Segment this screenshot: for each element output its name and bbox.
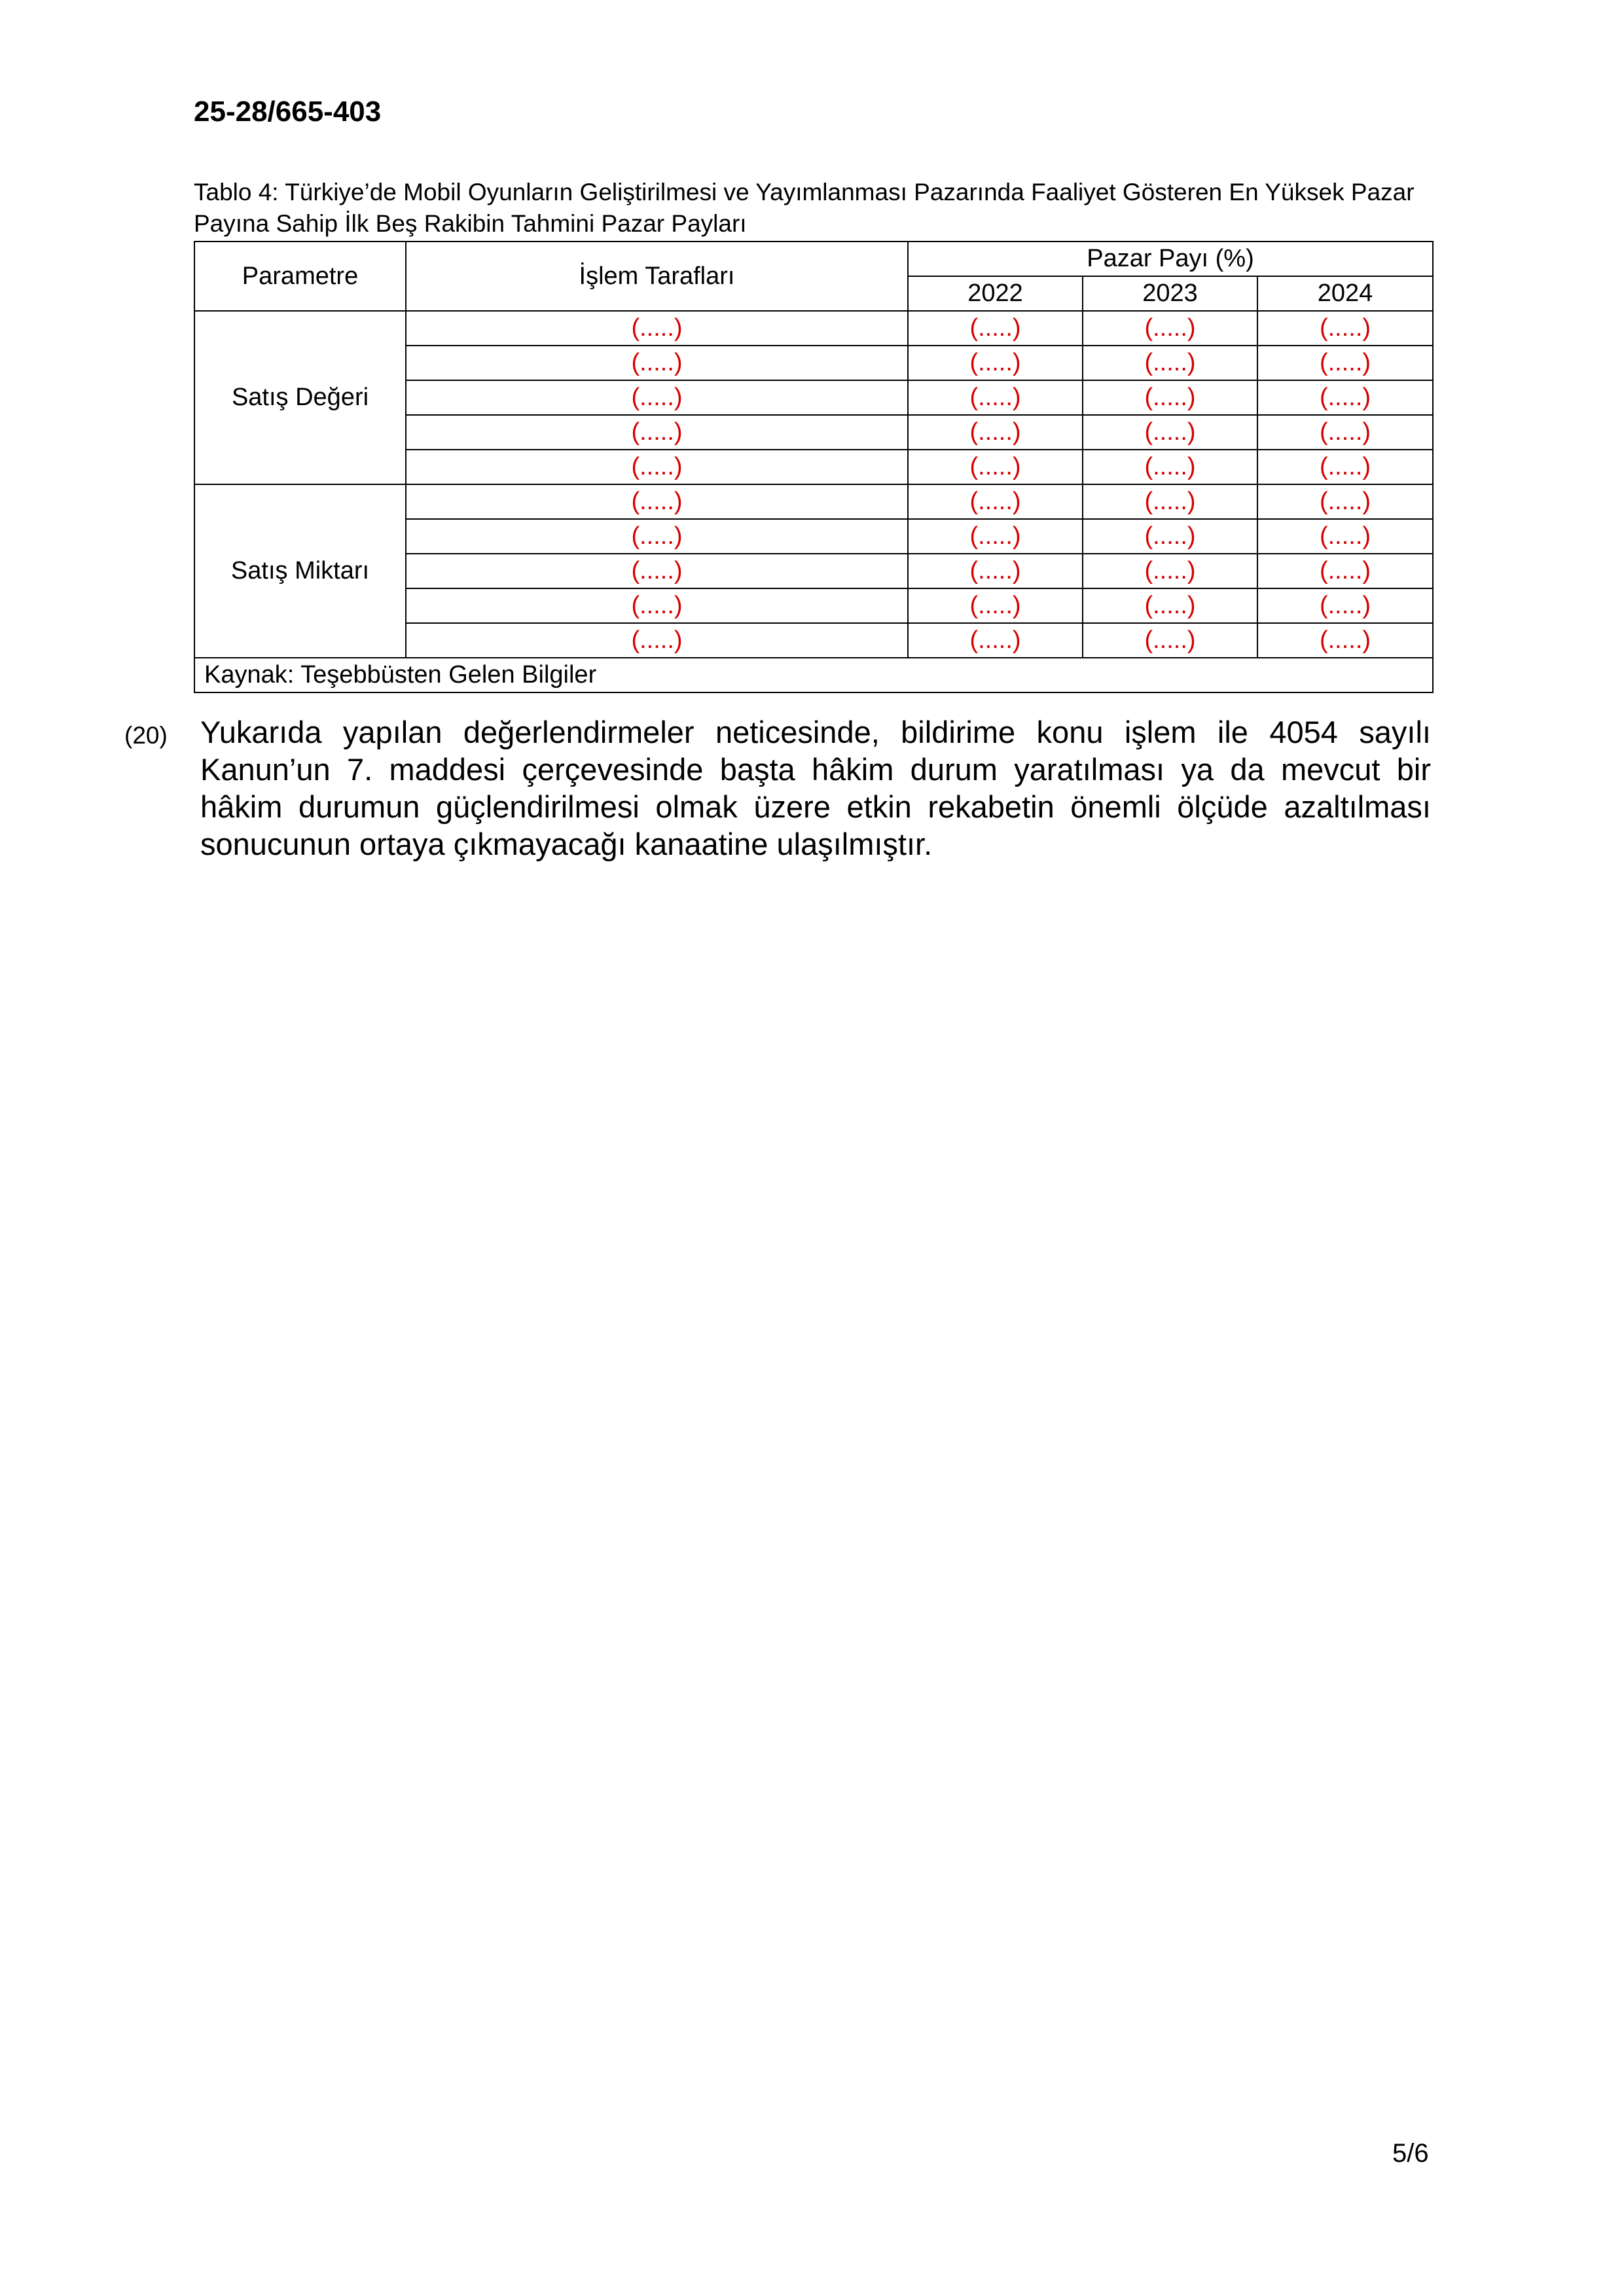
header-year-2023: 2023 — [1083, 276, 1257, 311]
redacted-cell: (.....) — [1257, 623, 1433, 658]
redacted-cell: (.....) — [406, 346, 908, 380]
redacted-cell: (.....) — [1083, 588, 1257, 623]
redacted-cell: (.....) — [908, 484, 1083, 519]
table-caption: Tablo 4: Türkiye’de Mobil Oyunların Geliştirilmesi ve Yayımlanması Pazarında Faaliyet Gösteren En Yüksek Pazar Payına Sahip İlk Beş Rakibin Tahmini Pazar Payları — [194, 179, 1415, 237]
table-source: Kaynak: Teşebbüsten Gelen Bilgiler — [194, 658, 1433, 692]
redacted-cell: (.....) — [1083, 346, 1257, 380]
redacted-cell: (.....) — [1083, 623, 1257, 658]
redacted-cell: (.....) — [1257, 380, 1433, 415]
redacted-cell: (.....) — [908, 346, 1083, 380]
redacted-cell: (.....) — [908, 415, 1083, 450]
redacted-cell: (.....) — [406, 380, 908, 415]
redacted-cell: (.....) — [1083, 311, 1257, 346]
redacted-cell: (.....) — [1257, 519, 1433, 554]
table-source-row — [194, 658, 1433, 692]
redacted-cell: (.....) — [406, 415, 908, 450]
redacted-cell: (.....) — [908, 623, 1083, 658]
paragraph-text: Yukarıda yapılan değerlendirmeler neticesinde, bildirime konu işlem ile 4054 sayılı Kanun’un 7. maddesi çerçevesinde başta hâkim durum yaratılması ya da mevcut bir hâkim durumun güçlendirilmesi olmak üzere etkin rekabetin önemli ölçüde azaltılması sonucunun ortaya çıkmayacağı kanaatine ulaşılmıştır. — [200, 715, 1431, 861]
redacted-cell: (.....) — [1083, 519, 1257, 554]
redacted-cell: (.....) — [406, 311, 908, 346]
redacted-cell: (.....) — [908, 554, 1083, 588]
redacted-cell: (.....) — [1257, 484, 1433, 519]
redacted-cell: (.....) — [1083, 484, 1257, 519]
page-number: 5/6 — [1392, 2139, 1429, 2168]
redacted-cell: (.....) — [1257, 415, 1433, 450]
redacted-cell: (.....) — [908, 311, 1083, 346]
redacted-cell: (.....) — [1083, 415, 1257, 450]
redacted-cell: (.....) — [406, 450, 908, 484]
redacted-cell: (.....) — [406, 588, 908, 623]
redacted-cell: (.....) — [1257, 346, 1433, 380]
redacted-cell: (.....) — [908, 450, 1083, 484]
redacted-cell: (.....) — [1083, 450, 1257, 484]
redacted-cell: (.....) — [1257, 588, 1433, 623]
redacted-cell: (.....) — [406, 554, 908, 588]
redacted-cell: (.....) — [406, 623, 908, 658]
paragraph-number: (20) — [124, 722, 168, 749]
header-year-2024: 2024 — [1257, 276, 1433, 311]
redacted-cell: (.....) — [908, 380, 1083, 415]
redacted-cell: (.....) — [1257, 554, 1433, 588]
header-market-share: Pazar Payı (%) — [908, 242, 1433, 276]
table-row — [194, 311, 1433, 346]
document-id: 25-28/665-403 — [194, 96, 382, 128]
market-share-table — [194, 241, 1434, 693]
header-parties: İşlem Tarafları — [406, 242, 908, 311]
redacted-cell: (.....) — [908, 519, 1083, 554]
redacted-cell: (.....) — [1083, 380, 1257, 415]
table-row — [194, 484, 1433, 519]
redacted-cell: (.....) — [406, 484, 908, 519]
redacted-cell: (.....) — [1257, 311, 1433, 346]
redacted-cell: (.....) — [1257, 450, 1433, 484]
redacted-cell: (.....) — [406, 519, 908, 554]
header-year-2022: 2022 — [908, 276, 1083, 311]
redacted-cell: (.....) — [908, 588, 1083, 623]
redacted-cell: (.....) — [1083, 554, 1257, 588]
group-label-sales-value: Satış Değeri — [194, 311, 406, 484]
group-label-sales-quantity: Satış Miktarı — [194, 484, 406, 658]
header-parameter: Parametre — [194, 242, 406, 311]
